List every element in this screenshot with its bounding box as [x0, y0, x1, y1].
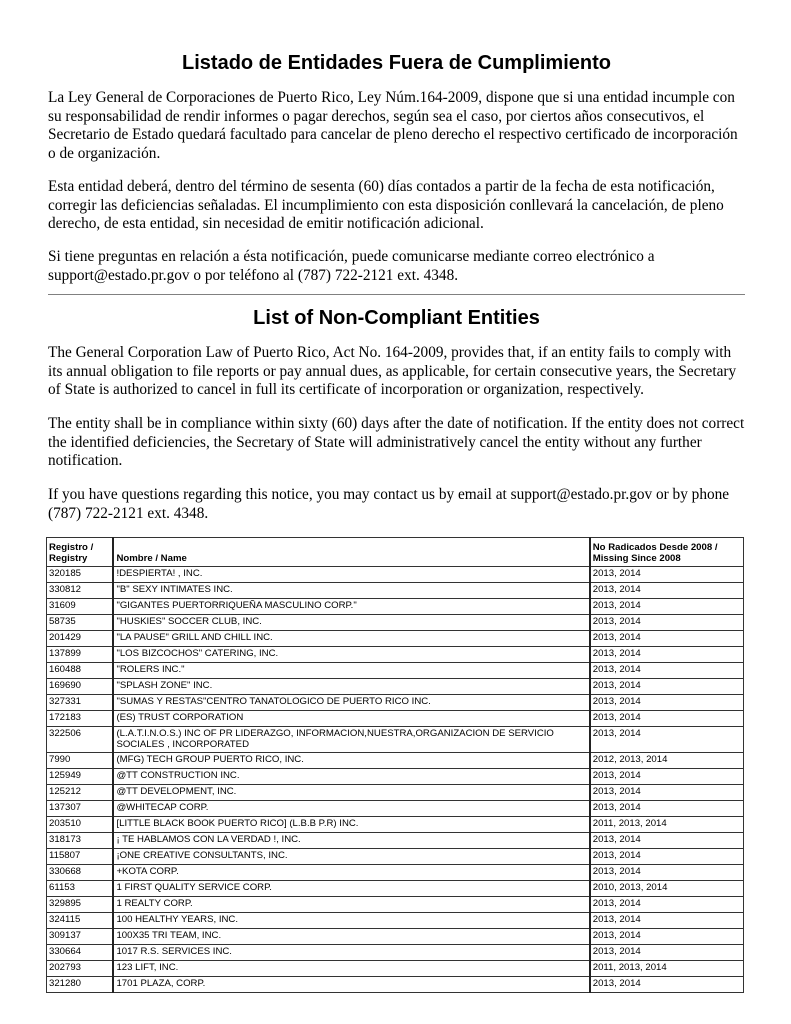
cell-registry: 324115 [47, 913, 114, 929]
cell-registry: 330668 [47, 865, 114, 881]
cell-name: "ROLERS INC." [113, 663, 589, 679]
header-missing-since: No Radicados Desde 2008 / Missing Since 2008 [590, 538, 744, 567]
table-body [47, 567, 744, 993]
cell-registry: 327331 [47, 695, 114, 711]
table-row [47, 897, 744, 913]
cell-registry: 137899 [47, 647, 114, 663]
cell-name: @TT DEVELOPMENT, INC. [113, 785, 589, 801]
table-row [47, 647, 744, 663]
entities-table [46, 537, 744, 993]
cell-registry: 203510 [47, 817, 114, 833]
cell-name: "SPLASH ZONE" INC. [113, 679, 589, 695]
table-row [47, 961, 744, 977]
cell-registry: 125949 [47, 769, 114, 785]
cell-missing-years: 2013, 2014 [590, 567, 744, 583]
header-registry: Registro / Registry [47, 538, 114, 567]
cell-missing-years: 2013, 2014 [590, 631, 744, 647]
cell-name: "GIGANTES PUERTORRIQUEÑA MASCULINO CORP." [113, 599, 589, 615]
english-paragraph-contact: If you have questions regarding this notice, you may contact us by email at support@estado.pr.gov or by phone (787) 722-2121 ext. 4348. [48, 486, 730, 522]
cell-name: (ES) TRUST CORPORATION [113, 711, 589, 727]
header-name: Nombre / Name [113, 538, 589, 567]
cell-missing-years: 2013, 2014 [590, 801, 744, 817]
cell-name: 100X35 TRI TEAM, INC. [113, 929, 589, 945]
cell-name: @WHITECAP CORP. [113, 801, 589, 817]
cell-missing-years: 2013, 2014 [590, 599, 744, 615]
cell-missing-years: 2013, 2014 [590, 679, 744, 695]
cell-registry: 201429 [47, 631, 114, 647]
table-row [47, 881, 744, 897]
cell-name: +KOTA CORP. [113, 865, 589, 881]
cell-registry: 137307 [47, 801, 114, 817]
table-row [47, 631, 744, 647]
cell-missing-years: 2013, 2014 [590, 929, 744, 945]
table-row [47, 945, 744, 961]
table-row [47, 711, 744, 727]
table-row [47, 753, 744, 769]
cell-registry: 318173 [47, 833, 114, 849]
cell-name: 100 HEALTHY YEARS, INC. [113, 913, 589, 929]
table-row [47, 769, 744, 785]
cell-name: 1 REALTY CORP. [113, 897, 589, 913]
cell-name: ¡ TE HABLAMOS CON LA VERDAD !, INC. [113, 833, 589, 849]
cell-name: "SUMAS Y RESTAS"CENTRO TANATOLOGICO DE PUERTO RICO INC. [113, 695, 589, 711]
cell-missing-years: 2013, 2014 [590, 711, 744, 727]
cell-missing-years: 2013, 2014 [590, 663, 744, 679]
cell-registry: 169690 [47, 679, 114, 695]
cell-registry: 58735 [47, 615, 114, 631]
cell-missing-years: 2013, 2014 [590, 977, 744, 993]
table-row [47, 679, 744, 695]
cell-missing-years: 2011, 2013, 2014 [590, 961, 744, 977]
english-paragraph-law: The General Corporation Law of Puerto Rico, Act No. 164-2009, provides that, if an entity fails to comply with its annual obligation to file reports or pay annual dues, as applicable, for certain consecutive years, the Secretary of State is authorized to cancel in full its certificate of incorporation or organization, respectively. [48, 344, 737, 398]
cell-name: "LA PAUSE" GRILL AND CHILL INC. [113, 631, 589, 647]
cell-name: !DESPIERTA! , INC. [113, 567, 589, 583]
cell-missing-years: 2013, 2014 [590, 897, 744, 913]
cell-name: "B" SEXY INTIMATES INC. [113, 583, 589, 599]
cell-missing-years: 2013, 2014 [590, 583, 744, 599]
cell-missing-years: 2013, 2014 [590, 865, 744, 881]
cell-name: @TT CONSTRUCTION INC. [113, 769, 589, 785]
cell-missing-years: 2013, 2014 [590, 695, 744, 711]
cell-name: ¡ONE CREATIVE CONSULTANTS, INC. [113, 849, 589, 865]
spanish-paragraph-law: La Ley General de Corporaciones de Puerto Rico, Ley Núm.164-2009, dispone que si una entidad incumple con su responsabilidad de rendir informes o pagar derechos, según sea el caso, por ciertos años consecutivos, el Secretario de Estado quedará facultado para cancelar de pleno derecho el respectivo certificado de incorporación o de organización. [48, 89, 738, 162]
cell-missing-years: 2013, 2014 [590, 833, 744, 849]
table-row [47, 849, 744, 865]
table-row [47, 785, 744, 801]
cell-registry: 322506 [47, 727, 114, 753]
cell-missing-years: 2013, 2014 [590, 615, 744, 631]
cell-missing-years: 2013, 2014 [590, 945, 744, 961]
cell-missing-years: 2013, 2014 [590, 785, 744, 801]
cell-registry: 330664 [47, 945, 114, 961]
cell-registry: 31609 [47, 599, 114, 615]
table-row [47, 727, 744, 753]
cell-registry: 309137 [47, 929, 114, 945]
spanish-paragraph-deadline: Esta entidad deberá, dentro del término de sesenta (60) días contados a partir de la fecha de esta notificación, corregir las deficiencias señaladas. El incumplimiento con esta disposición conllevará la cancelación, de pleno derecho, de esta entidad, sin necesidad de emitir notificación adicional. [48, 178, 724, 232]
cell-registry: 160488 [47, 663, 114, 679]
table-row [47, 817, 744, 833]
table-row [47, 913, 744, 929]
table-header-row [47, 538, 744, 567]
cell-registry: 125212 [47, 785, 114, 801]
cell-missing-years: 2013, 2014 [590, 849, 744, 865]
table-row [47, 615, 744, 631]
table-row [47, 663, 744, 679]
table-row [47, 865, 744, 881]
table-row [47, 695, 744, 711]
cell-registry: 320185 [47, 567, 114, 583]
cell-missing-years: 2010, 2013, 2014 [590, 881, 744, 897]
cell-registry: 202793 [47, 961, 114, 977]
table-row [47, 583, 744, 599]
cell-name: "LOS BIZCOCHOS" CATERING, INC. [113, 647, 589, 663]
cell-name: [LITTLE BLACK BOOK PUERTO RICO] (L.B.B P.R) INC. [113, 817, 589, 833]
section-divider [48, 294, 745, 295]
table-row [47, 567, 744, 583]
cell-registry: 7990 [47, 753, 114, 769]
cell-name: 123 LIFT, INC. [113, 961, 589, 977]
cell-registry: 330812 [47, 583, 114, 599]
cell-name: 1017 R.S. SERVICES INC. [113, 945, 589, 961]
table-row [47, 801, 744, 817]
spanish-title: Listado de Entidades Fuera de Cumplimiento [182, 52, 611, 74]
spanish-paragraph-contact: Si tiene preguntas en relación a ésta notificación, puede comunicarse mediante correo electrónico a support@estado.pr.gov o por teléfono al (787) 722-2121 ext. 4348. [48, 248, 655, 284]
cell-name: (L.A.T.I.N.O.S.) INC OF PR LIDERAZGO, INFORMACION,NUESTRA,ORGANIZACION DE SERVICIO SOCIALES , INCORPORATED [113, 727, 589, 753]
cell-registry: 329895 [47, 897, 114, 913]
cell-name: 1701 PLAZA, CORP. [113, 977, 589, 993]
cell-name: 1 FIRST QUALITY SERVICE CORP. [113, 881, 589, 897]
cell-name: "HUSKIES" SOCCER CLUB, INC. [113, 615, 589, 631]
cell-missing-years: 2013, 2014 [590, 913, 744, 929]
cell-missing-years: 2013, 2014 [590, 727, 744, 753]
english-paragraph-deadline: The entity shall be in compliance within sixty (60) days after the date of notification. If the entity does not correct the identified deficiencies, the Secretary of State will administratively cancel the entity without any further notification. [48, 415, 745, 469]
cell-missing-years: 2011, 2013, 2014 [590, 817, 744, 833]
cell-missing-years: 2013, 2014 [590, 647, 744, 663]
cell-registry: 172183 [47, 711, 114, 727]
english-title: List of Non-Compliant Entities [253, 307, 540, 329]
cell-registry: 115807 [47, 849, 114, 865]
cell-name: (MFG) TECH GROUP PUERTO RICO, INC. [113, 753, 589, 769]
table-row [47, 929, 744, 945]
cell-missing-years: 2013, 2014 [590, 769, 744, 785]
cell-registry: 61153 [47, 881, 114, 897]
cell-missing-years: 2012, 2013, 2014 [590, 753, 744, 769]
table-row [47, 599, 744, 615]
cell-registry: 321280 [47, 977, 114, 993]
table-row [47, 977, 744, 993]
table-row [47, 833, 744, 849]
